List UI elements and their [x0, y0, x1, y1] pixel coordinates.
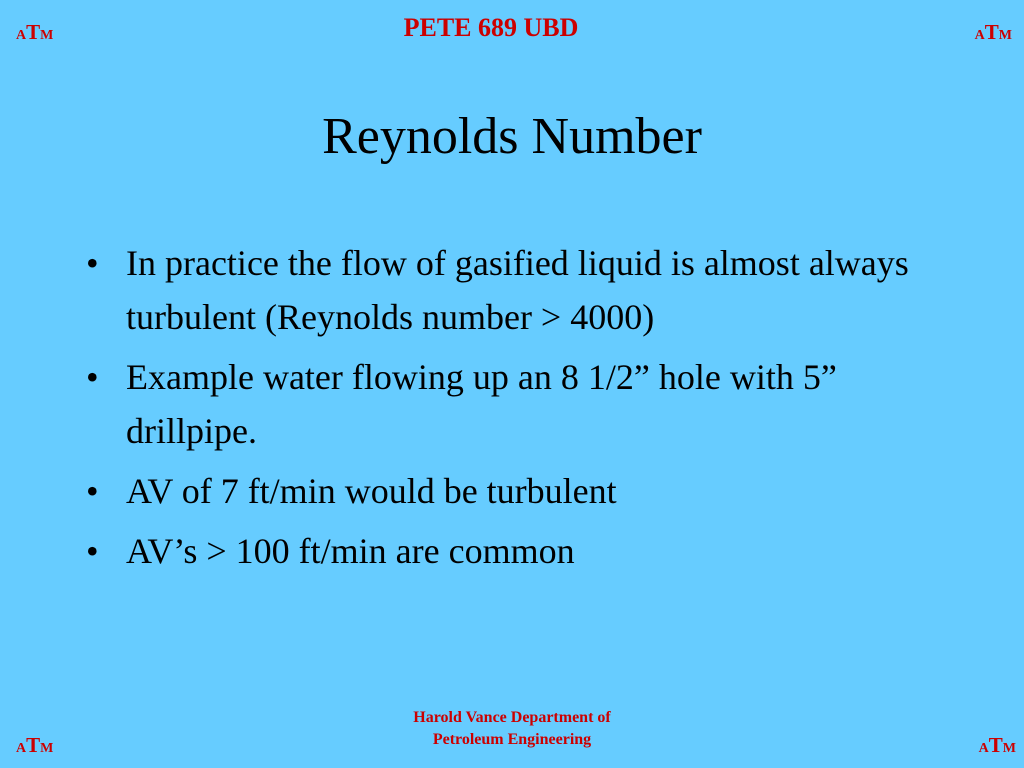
bullet-marker: •	[86, 357, 99, 397]
bullet-marker: •	[86, 471, 99, 511]
bullet-item	[86, 464, 946, 518]
bullet-marker: •	[86, 531, 99, 571]
bullet-text: In practice the flow of gasified liquid is almost always turbulent (Reynolds number > 4000)	[126, 243, 909, 337]
bullet-text: Example water flowing up an 8 1/2” hole with 5” drillpipe.	[126, 357, 837, 451]
bullet-marker: •	[86, 243, 99, 283]
bullet-list	[86, 236, 946, 584]
atm-logo-bottom-left: ATM	[16, 733, 54, 757]
bullet-item	[86, 350, 946, 458]
atm-logo-top-right: ATM	[974, 20, 1012, 44]
footer-line-2: Petroleum Engineering	[432, 731, 592, 748]
footer-line-1: Harold Vance Department of	[413, 709, 611, 726]
bullet-text: AV’s > 100 ft/min are common	[126, 531, 575, 571]
bullet-item	[86, 524, 946, 578]
atm-logo-bottom-right: ATM	[978, 733, 1016, 757]
slide-title: Reynolds Number	[322, 108, 702, 165]
bullet-item	[86, 236, 946, 344]
bullet-text: AV of 7 ft/min would be turbulent	[126, 471, 617, 511]
course-header: PETE 689 UBD	[403, 13, 579, 42]
atm-logo-top-left: ATM	[16, 20, 54, 44]
department-footer	[362, 707, 662, 751]
